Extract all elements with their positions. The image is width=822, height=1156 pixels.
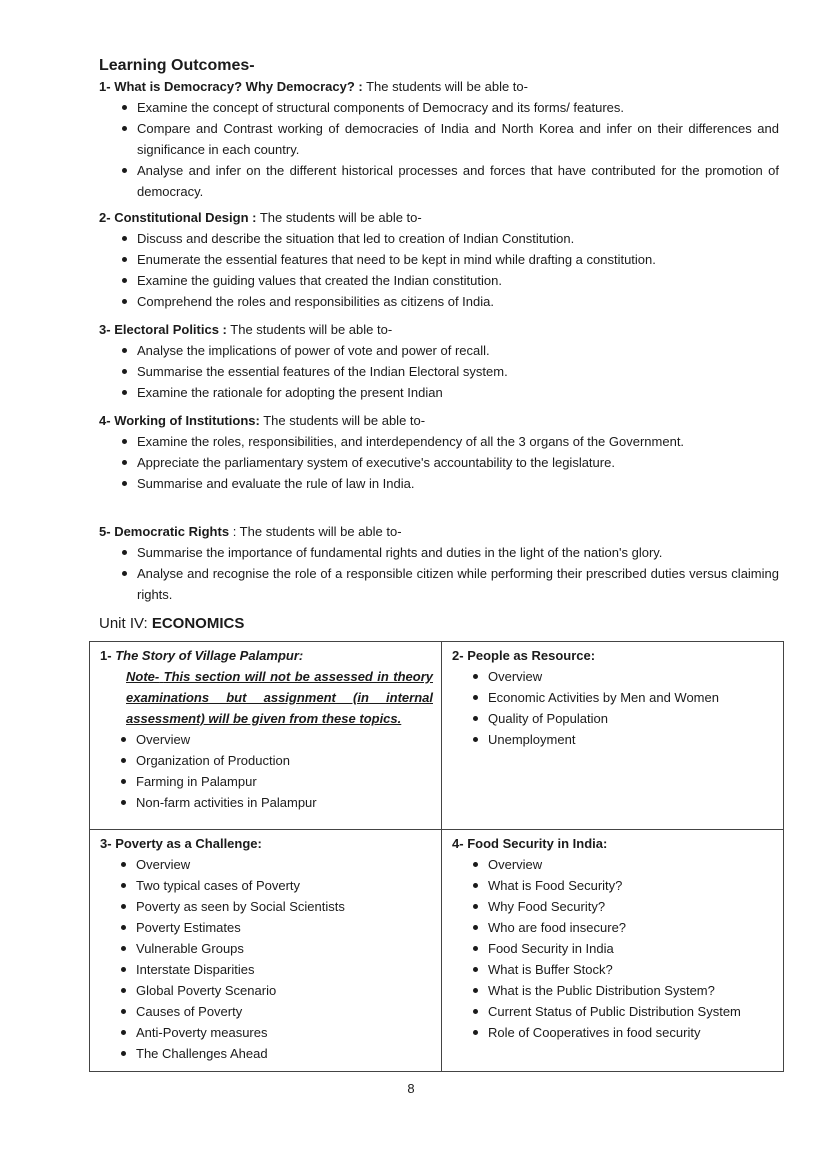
list-item: Enumerate the essential features that need to be kept in mind while drafting a constitution.: [119, 249, 779, 270]
list-item: Examine the roles, responsibilities, and interdependency of all the 3 organs of the Government.: [119, 431, 779, 452]
list-item: Overview: [470, 666, 775, 687]
topic-list: [452, 854, 775, 1043]
outcome-list: [99, 97, 779, 202]
unit-heading: Unit IV: ECONOMICS: [99, 615, 245, 632]
outcome-section-2: [99, 208, 779, 312]
section-heading: 4- Working of Institutions: The students will be able to-: [99, 413, 426, 428]
outcome-list: [99, 228, 779, 312]
list-item: Food Security in India: [470, 938, 775, 959]
list-item: Role of Cooperatives in food security: [470, 1022, 775, 1043]
list-item: Analyse and recognise the role of a responsible citizen while performing their prescribed duties versus claiming rights.: [119, 563, 779, 605]
economics-syllabus-table: [89, 641, 784, 1072]
list-item: Summarise the essential features of the Indian Electoral system.: [119, 361, 779, 382]
table-cell-food-security: [442, 830, 784, 1072]
cell-title: 1- The Story of Village Palampur:: [100, 648, 304, 663]
outcome-section-5: [99, 522, 779, 605]
section-title: Electoral Politics :: [114, 322, 227, 337]
list-item: Examine the guiding values that created the Indian constitution.: [119, 270, 779, 291]
outcome-list: [99, 431, 779, 494]
section-title: Democratic Rights: [114, 524, 230, 539]
list-item: Appreciate the parliamentary system of executive's accountability to the legislature.: [119, 452, 779, 473]
section-title: What is Democracy? Why Democracy? :: [114, 79, 363, 94]
table-cell-palampur: [90, 642, 442, 830]
topic-list: [100, 729, 433, 813]
section-title: Working of Institutions:: [114, 413, 260, 428]
list-item: Global Poverty Scenario: [118, 980, 433, 1001]
topic-list: [100, 854, 433, 1064]
section-title: Constitutional Design :: [114, 210, 257, 225]
list-item: Interstate Disparities: [118, 959, 433, 980]
cell-title: 3- Poverty as a Challenge:: [100, 836, 262, 851]
list-item: Farming in Palampur: [118, 771, 433, 792]
list-item: Who are food insecure?: [470, 917, 775, 938]
list-item: Compare and Contrast working of democracies of India and North Korea and infer on their differences and significance in each country.: [119, 118, 779, 160]
table-cell-people-as-resource: [442, 642, 784, 830]
list-item: Why Food Security?: [470, 896, 775, 917]
outcome-section-3: [99, 320, 779, 403]
section-heading: 1- What is Democracy? Why Democracy? : The students will be able to-: [99, 79, 528, 94]
assessment-note: Note- This section will not be assessed in theory examinations but assignment (in internal assessment) will be given from these topics.: [126, 669, 433, 726]
list-item: Discuss and describe the situation that led to creation of Indian Constitution.: [119, 228, 779, 249]
list-item: Overview: [118, 729, 433, 750]
list-item: Analyse and infer on the different historical processes and forces that have contributed for the promotion of democracy.: [119, 160, 779, 202]
list-item: Economic Activities by Men and Women: [470, 687, 775, 708]
list-item: Causes of Poverty: [118, 1001, 433, 1022]
list-item: Non-farm activities in Palampur: [118, 792, 433, 813]
list-item: The Challenges Ahead: [118, 1043, 433, 1064]
section-heading: 5- Democratic Rights : The students will be able to-: [99, 524, 402, 539]
list-item: Organization of Production: [118, 750, 433, 771]
learning-outcomes-heading: Learning Outcomes-: [99, 57, 255, 74]
cell-title: 2- People as Resource:: [452, 648, 596, 663]
table-cell-poverty: [90, 830, 442, 1072]
list-item: Poverty Estimates: [118, 917, 433, 938]
list-item: Analyse the implications of power of vote and power of recall.: [119, 340, 779, 361]
page-number: 8: [407, 1081, 415, 1096]
list-item: What is Buffer Stock?: [470, 959, 775, 980]
list-item: Poverty as seen by Social Scientists: [118, 896, 433, 917]
list-item: Overview: [470, 854, 775, 875]
list-item: Two typical cases of Poverty: [118, 875, 433, 896]
outcome-section-4: [99, 411, 779, 494]
outcome-list: [99, 542, 779, 605]
list-item: Examine the rationale for adopting the present Indian: [119, 382, 779, 403]
outcome-list: [99, 340, 779, 403]
list-item: Quality of Population: [470, 708, 775, 729]
topic-list: [452, 666, 775, 750]
list-item: What is the Public Distribution System?: [470, 980, 775, 1001]
list-item: Vulnerable Groups: [118, 938, 433, 959]
list-item: Examine the concept of structural components of Democracy and its forms/ features.: [119, 97, 779, 118]
list-item: Summarise the importance of fundamental rights and duties in the light of the nation's glory.: [119, 542, 779, 563]
list-item: Comprehend the roles and responsibilities as citizens of India.: [119, 291, 779, 312]
outcome-section-1: [99, 77, 779, 202]
list-item: Summarise and evaluate the rule of law in India.: [119, 473, 779, 494]
section-heading: 2- Constitutional Design : The students will be able to-: [99, 210, 422, 225]
list-item: What is Food Security?: [470, 875, 775, 896]
list-item: Unemployment: [470, 729, 775, 750]
list-item: Current Status of Public Distribution System: [470, 1001, 775, 1022]
list-item: Overview: [118, 854, 433, 875]
section-heading: 3- Electoral Politics : The students will be able to-: [99, 322, 393, 337]
list-item: Anti-Poverty measures: [118, 1022, 433, 1043]
cell-title: 4- Food Security in India:: [452, 836, 608, 851]
